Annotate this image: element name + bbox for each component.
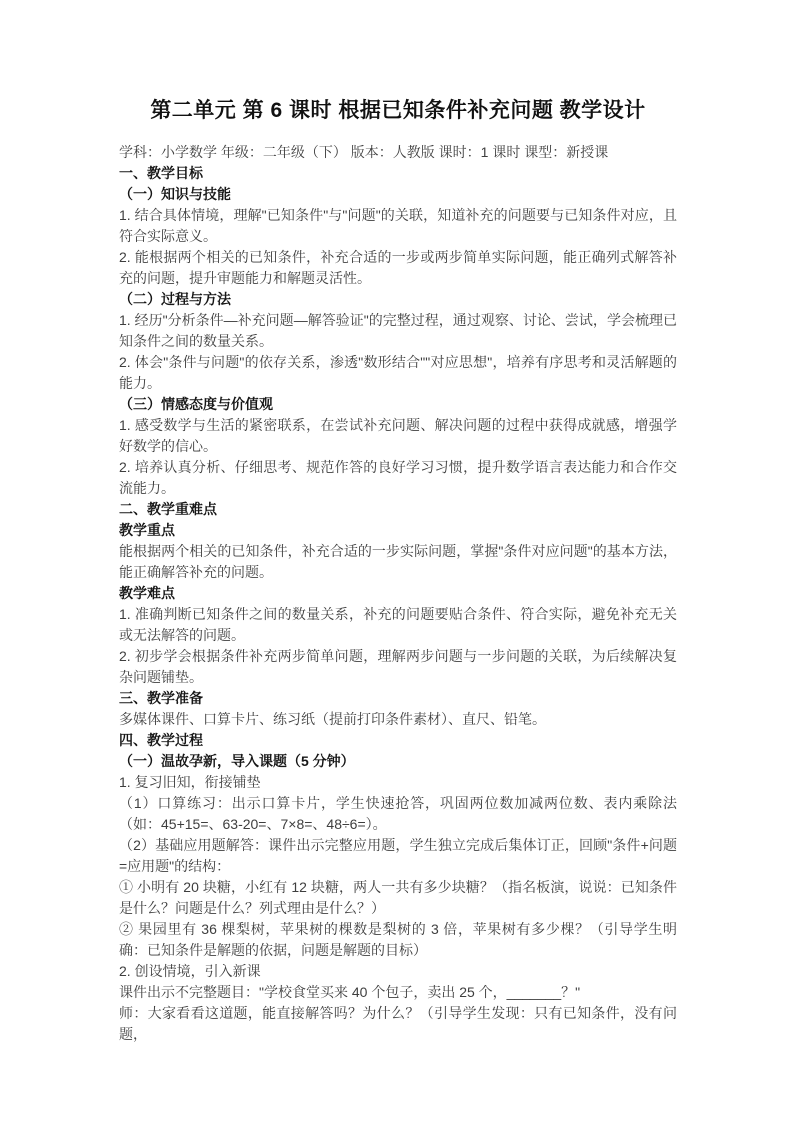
- heading-teaching-objectives: 一、教学目标: [119, 165, 203, 181]
- paragraph: 1. 结合具体情境，理解"已知条件"与"问题"的关联，知道补充的问题要与已知条件对应，且符合实际意义。: [119, 207, 677, 244]
- paragraph: 2. 体会"条件与问题"的依存关系，渗透"数形结合""对应思想"，培养有序思考和灵活解题的能力。: [119, 354, 677, 391]
- paragraph: 2. 能根据两个相关的已知条件，补充合适的一步或两步简单实际问题，能正确列式解答补充的问题，提升审题能力和解题灵活性。: [119, 249, 677, 286]
- paragraph: 1. 经历"分析条件—补充问题—解答验证"的完整过程，通过观察、讨论、尝试，学会梳理已知条件之间的数量关系。: [119, 312, 677, 349]
- paragraph: 多媒体课件、口算卡片、练习纸（提前打印条件素材）、直尺、铅笔。: [119, 711, 546, 727]
- paragraph: 2. 培养认真分析、仔细思考、规范作答的良好学习习惯，提升数学语言表达能力和合作交流能力。: [119, 459, 677, 496]
- paragraph: 师：大家看看这道题，能直接解答吗？为什么？（引导学生发现：只有已知条件，没有问题，: [119, 1005, 677, 1042]
- document-title: 第二单元 第 6 课时 根据已知条件补充问题 教学设计: [150, 99, 646, 122]
- heading-teaching-preparation: 三、教学准备: [119, 690, 203, 706]
- heading-key-and-difficult-points: 二、教学重难点: [119, 501, 217, 517]
- paragraph: 能根据两个相关的已知条件，补充合适的一步实际问题，掌握"条件对应问题"的基本方法，能正确解答补充的问题。: [119, 543, 677, 580]
- subheading-teaching-difficult-point: 教学难点: [119, 585, 175, 601]
- paragraph: 2. 创设情境，引入新课: [119, 963, 261, 979]
- heading-teaching-process: 四、教学过程: [119, 732, 203, 748]
- paragraph: 1. 感受数学与生活的紧密联系，在尝试补充问题、解决问题的过程中获得成就感，增强学好数学的信心。: [119, 417, 677, 454]
- subheading-affect-and-values: （三）情感态度与价值观: [119, 396, 273, 412]
- subheading-knowledge-and-skills: （一）知识与技能: [119, 186, 231, 202]
- subheading-teaching-key-point: 教学重点: [119, 522, 175, 538]
- paragraph: ② 果园里有 36 棵梨树，苹果树的棵数是梨树的 3 倍，苹果树有多少棵？（引导学生明确：已知条件是解题的依据，问题是解题的目标）: [119, 921, 677, 958]
- paragraph: 2. 初步学会根据条件补充两步简单问题，理解两步问题与一步问题的关联，为后续解决复杂问题铺垫。: [119, 648, 677, 685]
- paragraph: 1. 复习旧知，衔接铺垫: [119, 774, 261, 790]
- paragraph: 课件出示不完整题目："学校食堂买来 40 个包子，卖出 25 个，_______？": [119, 984, 581, 1000]
- paragraph: ① 小明有 20 块糖，小红有 12 块糖，两人一共有多少块糖？（指名板演，说说：已知条件是什么？问题是什么？列式理由是什么？）: [119, 879, 677, 916]
- subheading-process-and-methods: （二）过程与方法: [119, 291, 231, 307]
- paragraph: （1）口算练习：出示口算卡片，学生快速抢答，巩固两位数加减两位数、表内乘除法（如：45+15=、63-20=、7×8=、48÷6=）。: [119, 795, 677, 832]
- meta-line: 学科：小学数学 年级：二年级（下） 版本：人教版 课时：1 课时 课型：新授课: [119, 144, 609, 160]
- paragraph: （2）基础应用题解答：课件出示完整应用题，学生独立完成后集体订正，回顾"条件+问题=应用题"的结构：: [119, 837, 677, 874]
- subheading-lead-in-review: （一）温故孕新，导入课题（5 分钟）: [119, 753, 355, 769]
- paragraph: 1. 准确判断已知条件之间的数量关系，补充的问题要贴合条件、符合实际，避免补充无关或无法解答的问题。: [119, 606, 677, 643]
